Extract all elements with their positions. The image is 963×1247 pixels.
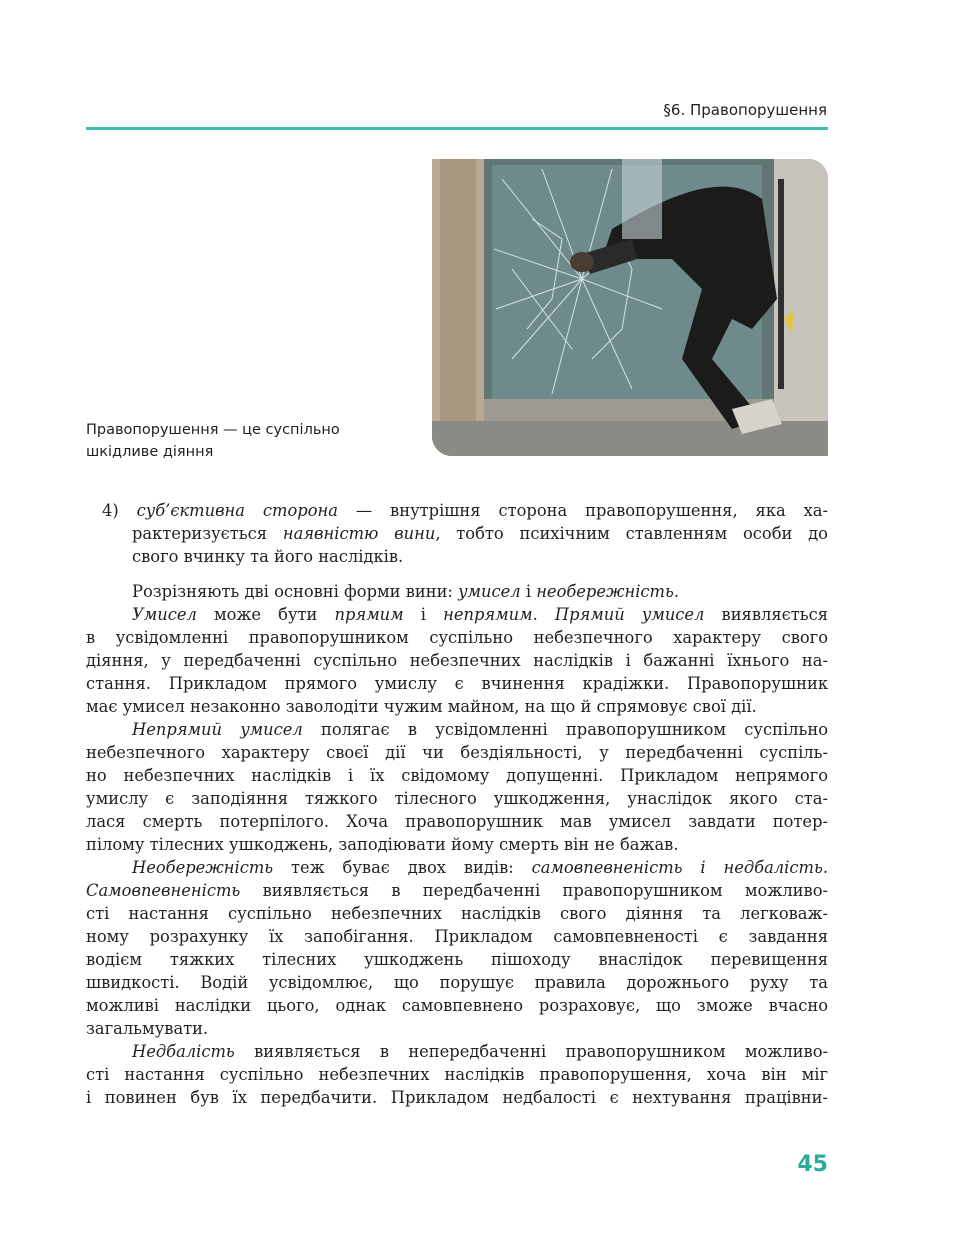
text-run: полягає в усвідомленні правопорушником суспільно <box>302 720 829 739</box>
text-run: . <box>673 582 680 601</box>
text-line: сті настання суспільно небезпечних наслідків свого діяння та легковаж- <box>86 904 828 923</box>
text-run: — внутрішня сторона правопорушення, яка ха- <box>337 501 829 520</box>
text-line: ному розрахунку їх запобігання. Прикладом самовпевненості є завдання <box>86 927 828 946</box>
text-run: виявляється <box>704 605 828 624</box>
page-header-title: §6. Правопорушення <box>663 101 827 119</box>
broken-glass-photo-icon <box>432 159 828 456</box>
text-run: і <box>520 582 537 601</box>
text-run: . <box>822 858 828 877</box>
main-text <box>86 499 828 1109</box>
paragraph-intent <box>86 603 828 718</box>
caption-line: шкідливе діяння <box>86 444 214 460</box>
text-line <box>86 856 828 879</box>
text-line: має умисел незаконно заволодіти чужим майном, на що й спрямовує свої дії. <box>86 697 757 716</box>
header-rule <box>86 127 828 130</box>
caption-line: Правопорушення — це суспільно <box>86 422 340 438</box>
term: Самовпевненість <box>86 881 241 900</box>
term: необережність <box>536 582 674 601</box>
list-number: 4) <box>102 501 137 520</box>
text-line: діяння, у передбаченні суспільно небезпечних наслідків і бажанні їхнього на- <box>86 651 828 670</box>
text-run: виявляється в непередбаченні правопорушником можливо- <box>234 1042 828 1061</box>
term: наявністю вини <box>282 524 436 543</box>
text-run: . <box>532 605 555 624</box>
text-line: швидкості. Водій усвідомлює, що порушує правила дорожнього руху та <box>86 973 828 992</box>
text-run: рактеризується <box>132 524 283 543</box>
text-line: в усвідомленні правопорушником суспільно небезпечного характеру свого <box>86 628 828 647</box>
text-line: і повинен був їх передбачити. Прикладом недбалості є нехтування працівни- <box>86 1088 828 1107</box>
text-line: стання. Прикладом прямого умислу є вчинення крадіжки. Правопорушник <box>86 674 828 693</box>
term: Непрямий умисел <box>132 720 303 739</box>
paragraph-negligence <box>86 856 828 1040</box>
text-run: , тобто психічним ставленням особи до <box>435 524 828 543</box>
list-item-4 <box>86 499 828 568</box>
term: Недбалість <box>132 1042 235 1061</box>
photo-caption <box>86 419 386 463</box>
text-line <box>86 522 828 545</box>
text-line <box>86 603 828 626</box>
text-line: умислу є заподіяння тяжкого тілесного ушкодження, унаслідок якого ста- <box>86 789 828 808</box>
text-line: сті настання суспільно небезпечних наслідків правопорушення, хоча він міг <box>86 1065 828 1084</box>
term: суб’єктивна сторона <box>136 501 338 520</box>
term: Необережність <box>132 858 274 877</box>
term: Умисел <box>132 605 197 624</box>
term: прямим <box>334 605 404 624</box>
text-line: небезпечного характеру своєї дії чи бездіяльності, у передбаченні суспіль- <box>86 743 828 762</box>
text-line: пілому тілесних ушкоджень, заподіювати йому смерть він не бажав. <box>86 835 679 854</box>
text-line: водієм тяжких тілесних ушкоджень пішоходу внаслідок перевищення <box>86 950 828 969</box>
text-line <box>86 879 828 902</box>
text-run: Розрізняють дві основні форми вини: <box>132 582 459 601</box>
text-line <box>86 499 828 522</box>
text-run: виявляється в передбаченні правопорушником можливо- <box>240 881 828 900</box>
text-line: но небезпечних наслідків і їх свідомому допущенні. Прикладом непрямого <box>86 766 828 785</box>
text-line <box>86 580 828 603</box>
text-run: теж буває двох видів: <box>273 858 532 877</box>
term: непрямим <box>443 605 533 624</box>
text-line <box>86 718 828 741</box>
text-line <box>86 1040 828 1063</box>
term: Прямий умисел <box>554 605 705 624</box>
paragraph-forms <box>86 580 828 603</box>
photo-figure <box>432 159 828 456</box>
term: умисел <box>458 582 521 601</box>
paragraph-indirect-intent <box>86 718 828 856</box>
paragraph-carelessness <box>86 1040 828 1109</box>
page-number: 45 <box>797 1152 828 1177</box>
text-line: свого вчинку та його наслідків. <box>132 547 404 566</box>
text-line: можливі наслідки цього, однак самовпевнено розраховує, що зможе вчасно <box>86 996 828 1015</box>
text-line: загальмувати. <box>86 1019 209 1038</box>
text-line: лася смерть потерпілого. Хоча правопорушник мав умисел завдати потер- <box>86 812 828 831</box>
term: самовпевненість і недбалість <box>531 858 823 877</box>
text-run: може бути <box>196 605 335 624</box>
text-run: і <box>403 605 444 624</box>
